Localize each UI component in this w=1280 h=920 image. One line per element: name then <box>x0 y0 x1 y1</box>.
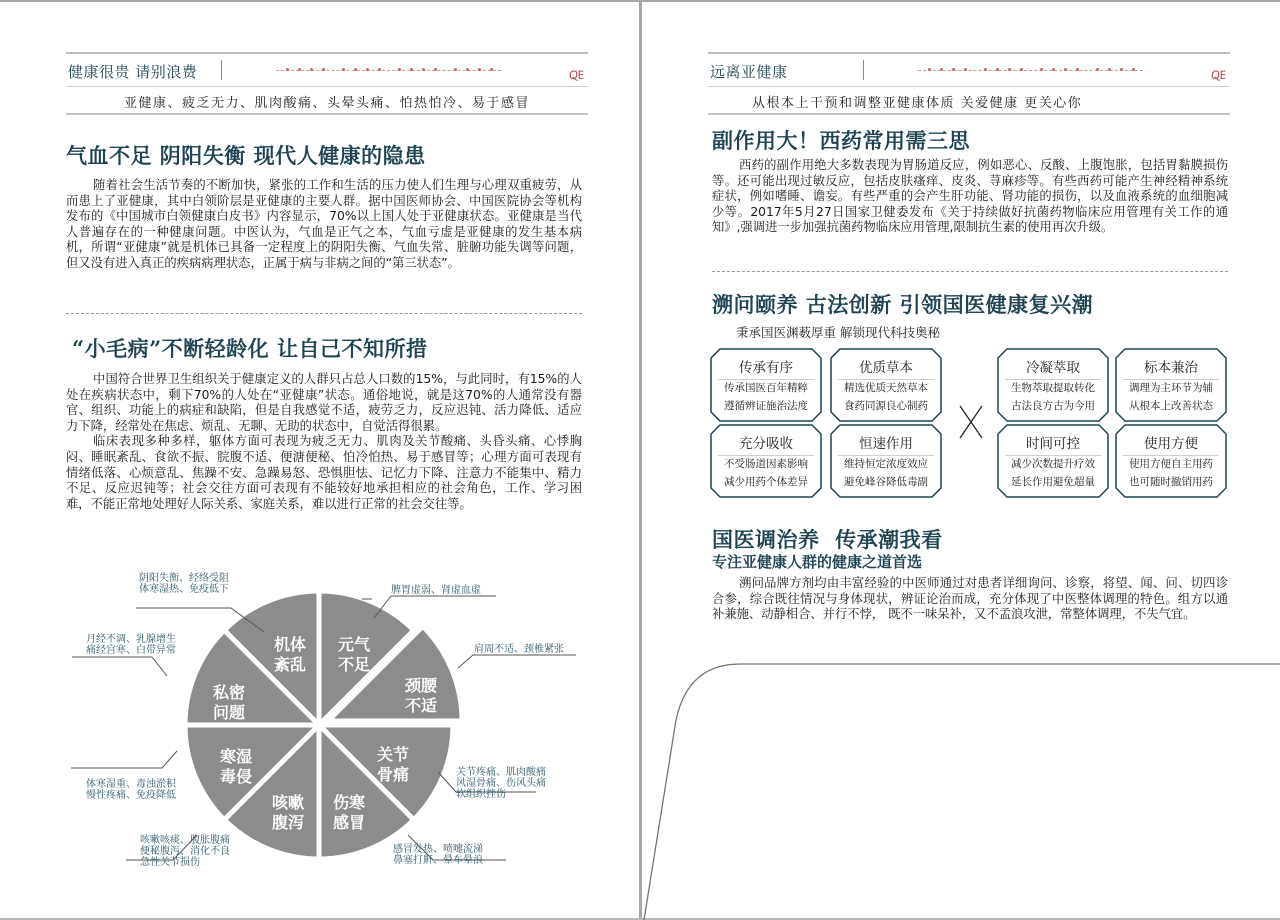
decorative-curve <box>640 660 1280 920</box>
slice-label: 感冒 <box>332 813 366 832</box>
slice-label: 咳嗽 <box>271 793 305 812</box>
feature-box <box>997 424 1109 498</box>
slice-label: 毒侵 <box>219 767 253 786</box>
callout-text: 阴阳失衡、经络受阻 体寒湿热、免疫低下 <box>139 573 229 595</box>
section-title: 气血不足 阴阳失衡 现代人健康的隐患 <box>66 143 426 168</box>
dotted-ornament <box>276 70 501 71</box>
feature-line: 避免峰谷降低毒副 <box>844 476 928 488</box>
header-title: 远离亚健康 <box>710 63 788 81</box>
callout-text: 月经不调、乳腺增生 痛经宫寒、白带异常 <box>86 634 176 656</box>
feature-title: 冷凝萃取 <box>1005 356 1101 380</box>
section-body <box>66 372 582 512</box>
section-title: 国医调治养 传承潮我看 <box>712 527 943 552</box>
paragraph: 中国符合世界卫生组织关于健康定义的人群只占总人口数的15%，与此同时，有15%的人处在疾病状态中，剩下70%的人处在“亚健康”状态。通俗地说，就是这70%的人通常没有器官、组织、功能上的病症和缺陷，但是自我感觉不适，疲劳乏力，反应迟钝、活力降低、适应力下降，经常处在焦虑、烦乱、无聊、无助的状态中，自觉活得很累。 <box>66 372 582 433</box>
slice-label: 元气 <box>337 635 371 654</box>
slice-label: 寒湿 <box>219 747 253 766</box>
slice-label: 颈腰 <box>404 676 438 695</box>
section-title: 副作用大！西药常用需三思 <box>712 128 970 153</box>
slice-label: 不足 <box>337 655 371 674</box>
feature-box <box>710 424 822 498</box>
header-rule <box>708 86 1230 87</box>
section-title: “小毛病”不断轻龄化 让自己不知所措 <box>72 336 428 361</box>
header-rule <box>66 86 588 87</box>
slice-label: 不适 <box>404 696 438 715</box>
section-tagline: 秉承国医渊薮厚重 解锁现代科技奥秘 <box>736 325 940 340</box>
section-body <box>712 158 1228 236</box>
feature-box <box>1115 348 1227 422</box>
feature-box <box>710 348 822 422</box>
paragraph: 西药的副作用绝大多数表现为胃肠道反应，例如恶心、反酸、上腹饱胀，包括胃黏膜损伤等。还可能出现过敏反应，包括皮肤瘙痒、皮炎、荨麻疹等。有些西药可能产生神经精神系统症状，例如嗜睡、谵妄。有些严重的会产生肝功能、肾功能的损伤，以及血液系统的血细胞减少等。2017年5月27日国家卫健委发布《关于持续做好抗菌药物临床应用管理有关工作的通知》,强调进一步加强抗菌药物临床应用管理,限制抗生素的使用再次升级。 <box>712 158 1228 235</box>
slice-label: 机体 <box>273 635 307 654</box>
slice-label: 私密 <box>212 683 246 702</box>
feature-line: 传承国医百年精粹 <box>724 382 808 394</box>
feature-title: 使用方便 <box>1123 432 1219 456</box>
dotted-ornament <box>918 70 1143 71</box>
feature-line: 从根本上改善状态 <box>1129 400 1213 412</box>
callout-text: 脾胃虚弱、肾虚血虚 <box>391 585 481 596</box>
feature-line: 生物萃取提取转化 <box>1011 382 1095 394</box>
feature-title: 充分吸收 <box>718 432 814 456</box>
left-page-header <box>66 52 588 112</box>
slice-label: 问题 <box>212 703 246 722</box>
header-rule <box>708 113 1230 115</box>
header-subtitle: 从根本上干预和调整亚健康体质 关爱健康 更关心你 <box>752 96 1083 111</box>
section-body <box>66 178 582 272</box>
feature-line: 古法良方古为今用 <box>1011 400 1095 412</box>
slice-label: 紊乱 <box>273 655 307 674</box>
feature-title: 时间可控 <box>1005 432 1101 456</box>
paragraph: 随着社会生活节奏的不断加快，紧张的工作和生活的压力使人们生理与心理双重疲劳，从而患上了亚健康，其中白领阶层是亚健康的主要人群。据中国医师协会、中国医院协会等机构发布的《中国城市白领健康白皮书》内容显示，70%以上国人处于亚健康状态。亚健康是当代人普遍存在的一种健康问题。中医认为，气血是正气之本，气血亏虚是亚健康的发生基本病机，所谓“亚健康”就是机体已具备一定程度上的阴阳失衡、气血失常、脏腑功能失调等问题，但又没有进入真正的疾病病理状态，正属于病与非病之间的“第三状态”。 <box>66 178 582 270</box>
feature-line: 也可随时撤销用药 <box>1129 476 1213 488</box>
seal-icon: 🜀 <box>1210 68 1226 83</box>
feature-title: 优质草本 <box>838 356 934 380</box>
feature-box <box>1115 424 1227 498</box>
slice-label: 伤寒 <box>332 793 366 812</box>
callout-text: 感冒发热、喷嚏流涕 鼻塞打鼾、晕车晕浪 <box>393 844 483 866</box>
feature-title: 标本兼治 <box>1123 356 1219 380</box>
dashed-divider <box>712 271 1228 272</box>
header-rule <box>66 52 588 54</box>
feature-box <box>830 424 942 498</box>
callout-text: 关节疼痛、肌肉酸痛 风湿骨痛、伤风头痛 软组织挫伤 <box>456 767 546 800</box>
feature-line: 维持恒定浓度效应 <box>844 458 928 470</box>
header-divider <box>863 60 864 80</box>
paragraph: 临床表现多种多样，躯体方面可表现为疲乏无力、肌肉及关节酸痛、头昏头痛、心悸胸闷、睡眠紊乱、食欲不振、脘腹不适、便溏便秘、怕冷怕热、易于感冒等；心理方面可表现有情绪低落、心烦意乱、焦躁不安、急躁易怒、恐惧胆怯、记忆力下降、注意力不能集中、精力不足、反应迟钝等；社会交往方面可表现有不能较好地承担相应的社会角色，工作、学习困难，不能正常地处理好人际关系、家庭关系，难以进行正常的社会交往等。 <box>66 434 582 511</box>
seal-icon: 🜀 <box>568 68 584 83</box>
slice-label: 骨痛 <box>376 765 410 784</box>
feature-box <box>997 348 1109 422</box>
callout-text: 体寒湿重、毒浊淤积 慢性疼痛、免疫降低 <box>86 779 176 801</box>
feature-line: 遵循辨证施治法度 <box>724 400 808 412</box>
callout-text: 咳嗽咳痰、腹胀腹痛 便秘腹泻、消化不良 急性关节损伤 <box>140 835 230 868</box>
feature-line: 减少用药个体差异 <box>724 476 808 488</box>
header-subtitle: 亚健康、疲乏无力、肌肉酸痛、头晕头痛、怕热怕冷、易于感冒 <box>123 96 530 111</box>
feature-line: 精选优质天然草本 <box>844 382 928 394</box>
header-divider <box>221 60 222 80</box>
slice-label: 关节 <box>376 745 410 764</box>
slice-label: 腹泻 <box>271 813 305 832</box>
feature-line: 食药同源良心制药 <box>844 400 928 412</box>
feature-line: 延长作用避免超量 <box>1011 476 1095 488</box>
feature-line: 使用方便自主用药 <box>1129 458 1213 470</box>
feature-line: 不受肠道因素影响 <box>724 458 808 470</box>
feature-line: 减少次数提升疗效 <box>1011 458 1095 470</box>
feature-title: 传承有序 <box>718 356 814 380</box>
dashed-divider <box>66 313 582 314</box>
pie-graphic <box>66 560 606 880</box>
paragraph: 溯问品牌方剂均由丰富经验的中医师通过对患者详细询问、诊察，将望、闻、问、切四诊合参，综合既往情况与身体现状，辨证论治而成，充分体现了中医整体调理的特色。组方以通补兼施、动静相合、并行不悖， 既不一味呆补，又不孟浪攻泄，常整体调理，不失气宜。 <box>712 576 1228 622</box>
header-title: 健康很贵 请别浪费 <box>68 63 198 81</box>
feature-title: 恒速作用 <box>838 432 934 456</box>
symptom-pie-diagram <box>66 560 606 880</box>
section-subtitle: 专注亚健康人群的健康之道首选 <box>712 553 923 571</box>
versus-cross-icon <box>958 404 984 440</box>
callout-text: 肩周不适、颈椎紧张 <box>474 644 564 655</box>
section-body <box>712 576 1228 623</box>
header-rule <box>66 113 588 115</box>
right-page-header <box>708 52 1230 112</box>
feature-line: 调理为主环节为辅 <box>1129 382 1213 394</box>
section-title: 溯问颐养 古法创新 引领国医健康复兴潮 <box>712 292 1094 317</box>
header-rule <box>708 52 1230 54</box>
feature-box <box>830 348 942 422</box>
